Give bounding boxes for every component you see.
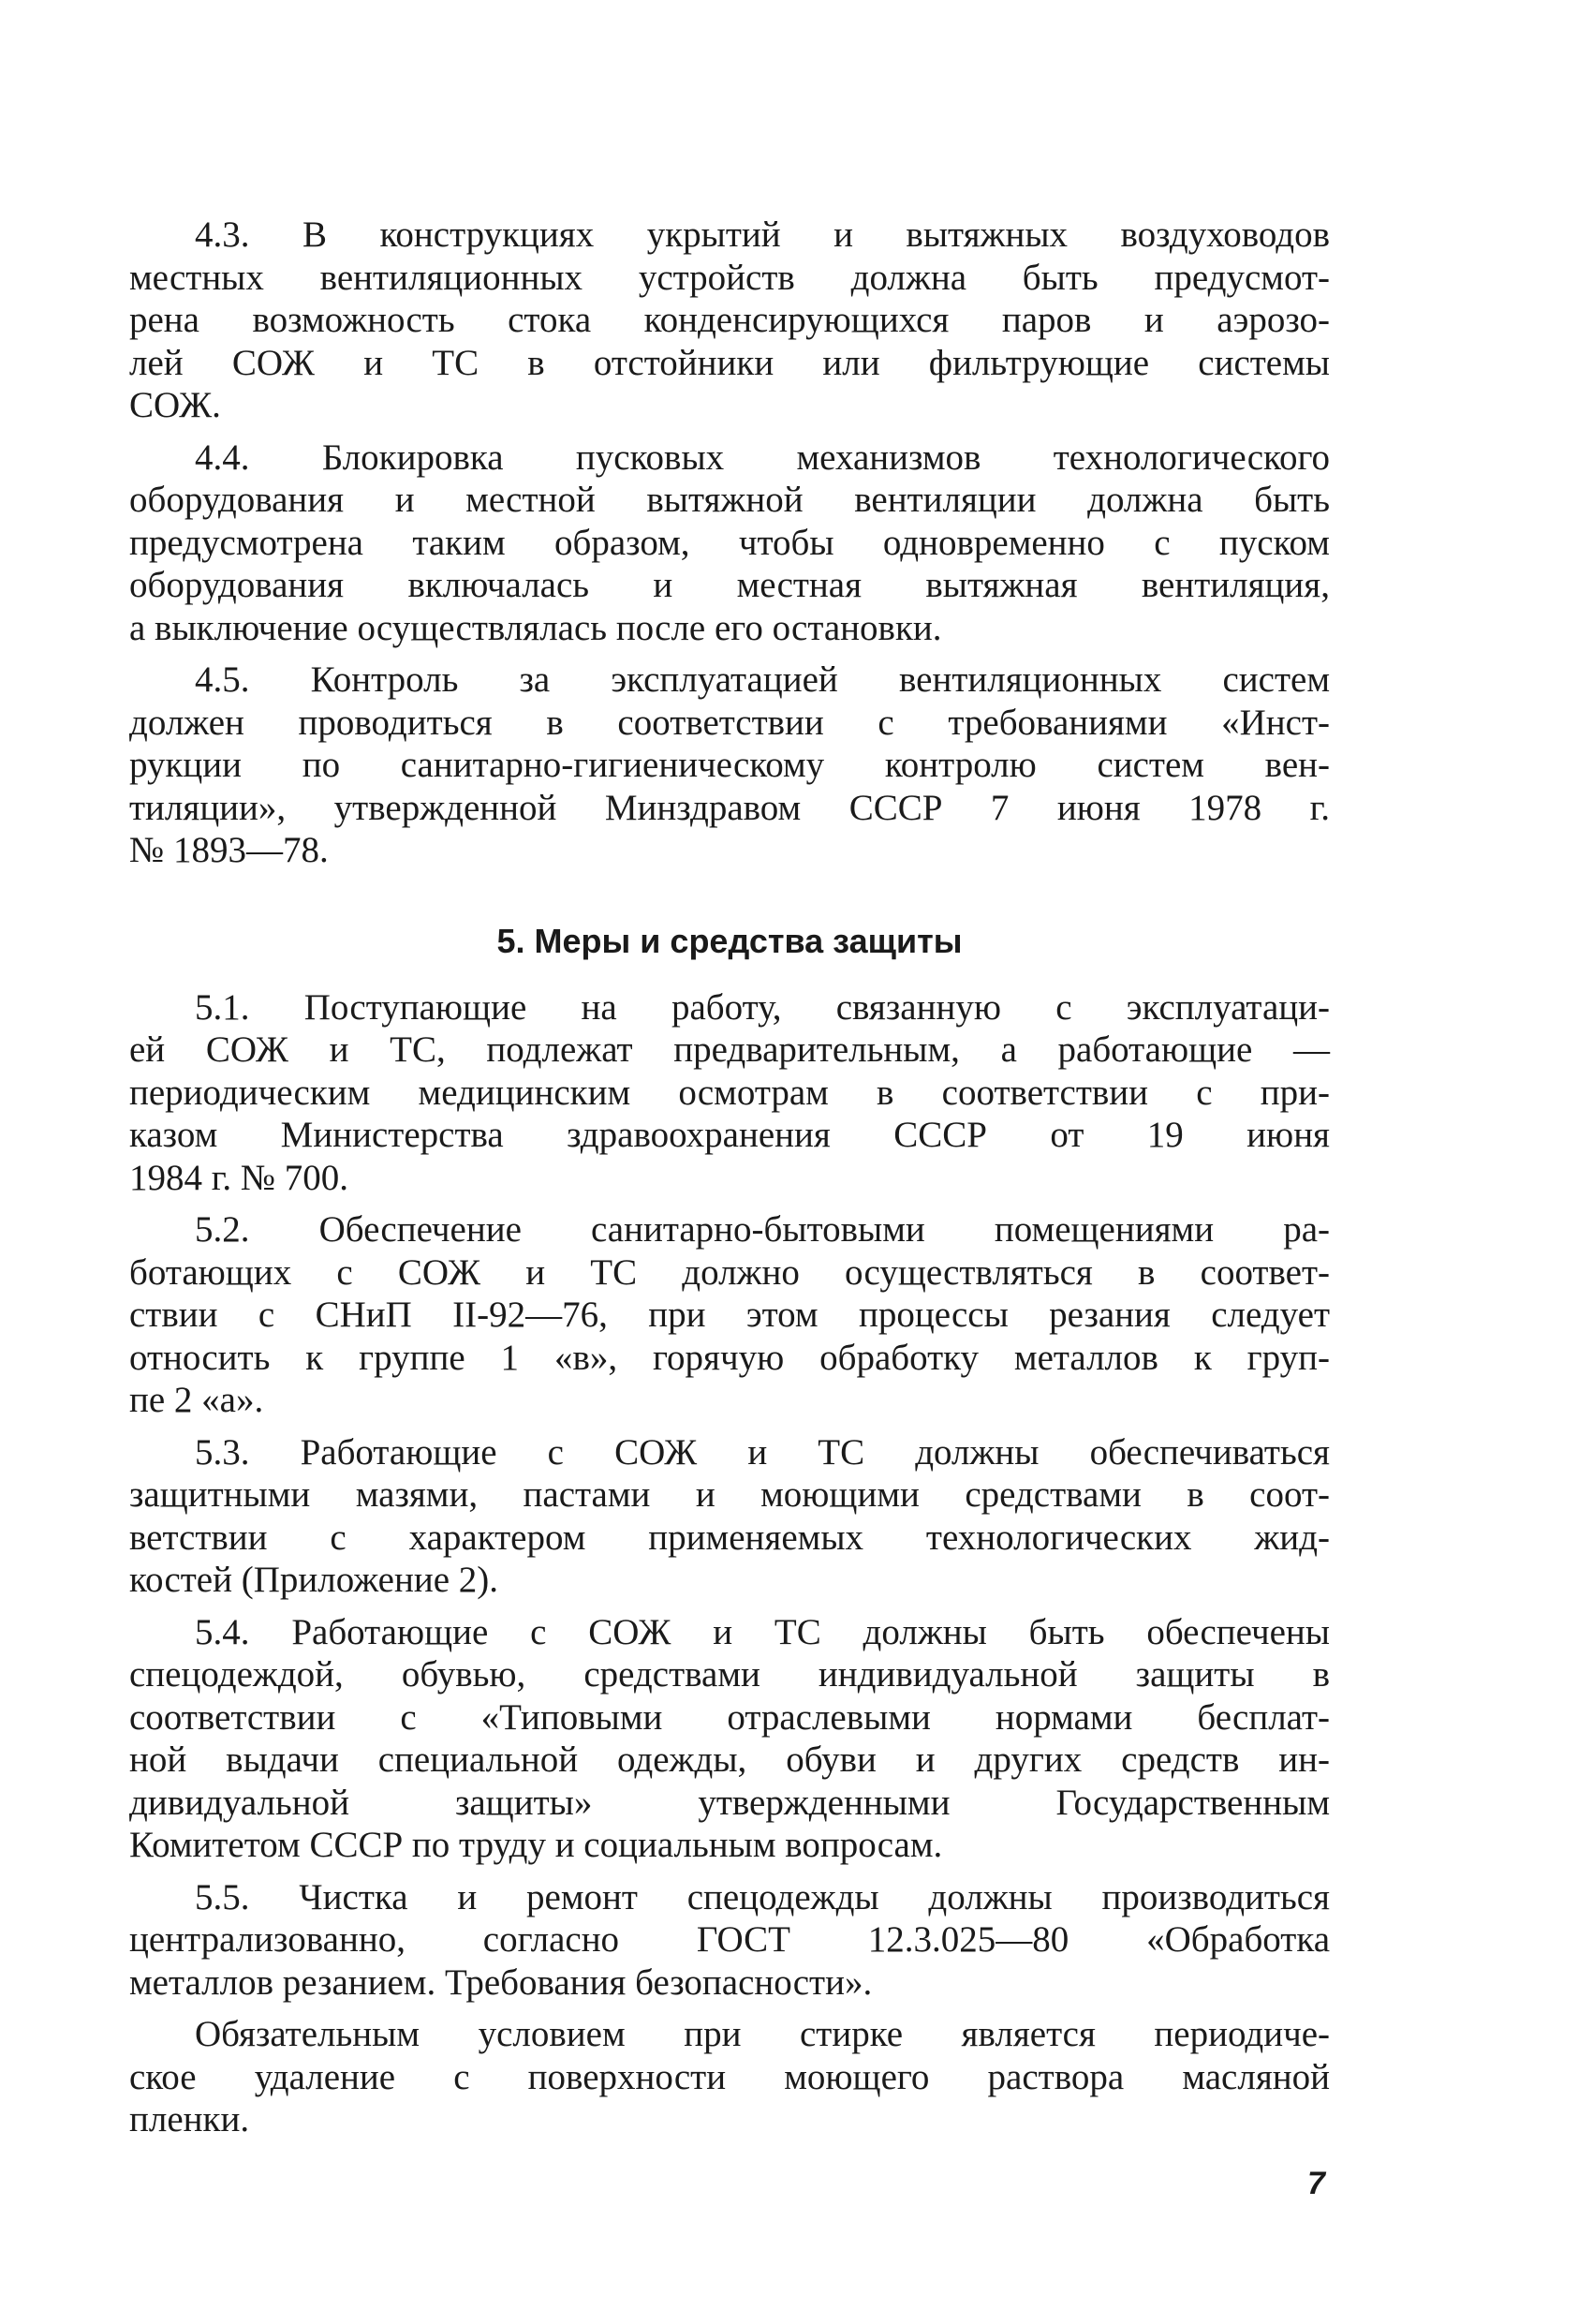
text-line: защитными мазями, пастами и моющими средствами в соот- [129, 1474, 1330, 1515]
text-line: ботающих с СОЖ и ТС должно осуществляться в соответ- [129, 1251, 1330, 1293]
section-heading: 5. Меры и средства защиты [496, 921, 963, 960]
text-line: соответствии с «Типовыми отраслевыми нормами бесплат- [129, 1696, 1330, 1738]
text-line: 4.4. Блокировка пусковых механизмов технологического [195, 437, 1330, 478]
text-line: 1984 г. № 700. [129, 1157, 349, 1198]
text-line: казом Министерства здравоохранения СССР от 19 июня [129, 1115, 1330, 1155]
text-line: оборудования включалась и местная вытяжная вентиляция, [129, 565, 1330, 605]
text-line: костей (Приложение 2). [129, 1560, 499, 1600]
text-line: дивидуальной защиты» утвержденными Государственным [129, 1782, 1330, 1823]
text-line: пленки. [129, 2099, 250, 2139]
text-line: периодическим медицинским осмотрам в соответствии с при- [129, 1072, 1330, 1113]
text-line: должен проводиться в соответствии с требованиями «Инст- [129, 702, 1330, 743]
paragraph-4-3 [129, 214, 1330, 427]
text-line: № 1893—78. [129, 830, 329, 870]
paragraph-obligatory-condition [129, 2013, 1330, 2141]
text-line: ветствии с характером применяемых технологических жид- [129, 1517, 1330, 1558]
text-line: 4.5. Контроль за эксплуатацией вентиляционных систем [195, 659, 1330, 700]
text-line: 5.3. Работающие с СОЖ и ТС должны обеспечиваться [195, 1431, 1330, 1473]
text-line: 5.1. Поступающие на работу, связанную с эксплуатаци- [195, 986, 1330, 1028]
paragraph-5-4 [129, 1611, 1330, 1867]
text-line: рена возможность стока конденсирующихся паров и аэрозо- [129, 300, 1330, 340]
page-number: 7 [1307, 2166, 1325, 2201]
text-line: лей СОЖ и ТС в отстойники или фильтрующие системы [129, 342, 1330, 383]
paragraph-5-5 [129, 1876, 1330, 2005]
paragraph-5-1 [129, 986, 1330, 1200]
text-line: ей СОЖ и ТС, подлежат предварительным, а работающие — [129, 1029, 1330, 1070]
text-line: местных вентиляционных устройств должна быть предусмот- [129, 257, 1330, 298]
text-line: 4.3. В конструкциях укрытий и вытяжных воздуховодов [195, 215, 1330, 255]
text-line: оборудования и местной вытяжной вентиляции должна быть [129, 480, 1330, 520]
text-line: Обязательным условием при стирке является периодиче- [195, 2014, 1330, 2054]
text-line: пе 2 «а». [129, 1380, 264, 1420]
text-line: централизованно, согласно ГОСТ 12.3.025—80 «Обработка [129, 1919, 1330, 1960]
text-line: 5.2. Обеспечение санитарно-бытовыми помещениями ра- [195, 1209, 1330, 1250]
text-line: а выключение осуществлялась после его остановки. [129, 607, 942, 648]
text-line: тиляции», утвержденной Минздравом СССР 7 июня 1978 г. [129, 787, 1330, 828]
paragraph-5-3 [129, 1431, 1330, 1602]
text-line: ной выдачи специальной одежды, обуви и других средств ин- [129, 1739, 1330, 1780]
paragraph-4-5 [129, 659, 1330, 872]
text-line: металлов резанием. Требования безопасности». [129, 1961, 873, 2003]
text-line: спецодеждой, обувью, средствами индивидуальной защиты в [129, 1654, 1330, 1695]
text-line: Комитетом СССР по труду и социальным вопросам. [129, 1825, 943, 1865]
paragraph-4-4 [129, 437, 1330, 650]
paragraph-5-2 [129, 1208, 1330, 1422]
text-line: относить к группе 1 «в», горячую обработку металлов к груп- [129, 1337, 1330, 1378]
text-line: 5.4. Работающие с СОЖ и ТС должны быть обеспечены [195, 1611, 1330, 1652]
text-line: ское удаление с поверхности моющего раствора масляной [129, 2056, 1330, 2097]
text-line: 5.5. Чистка и ремонт спецодежды должны производиться [195, 1876, 1330, 1917]
text-line: предусмотрена таким образом, чтобы одновременно с пуском [129, 522, 1330, 563]
document-body [129, 214, 1330, 2151]
text-line: ствии с СНиП II-92—76, при этом процессы резания следует [129, 1295, 1330, 1335]
text-line: СОЖ. [129, 385, 221, 425]
text-line: рукции по санитарно-гигиеническому контролю систем вен- [129, 745, 1330, 785]
